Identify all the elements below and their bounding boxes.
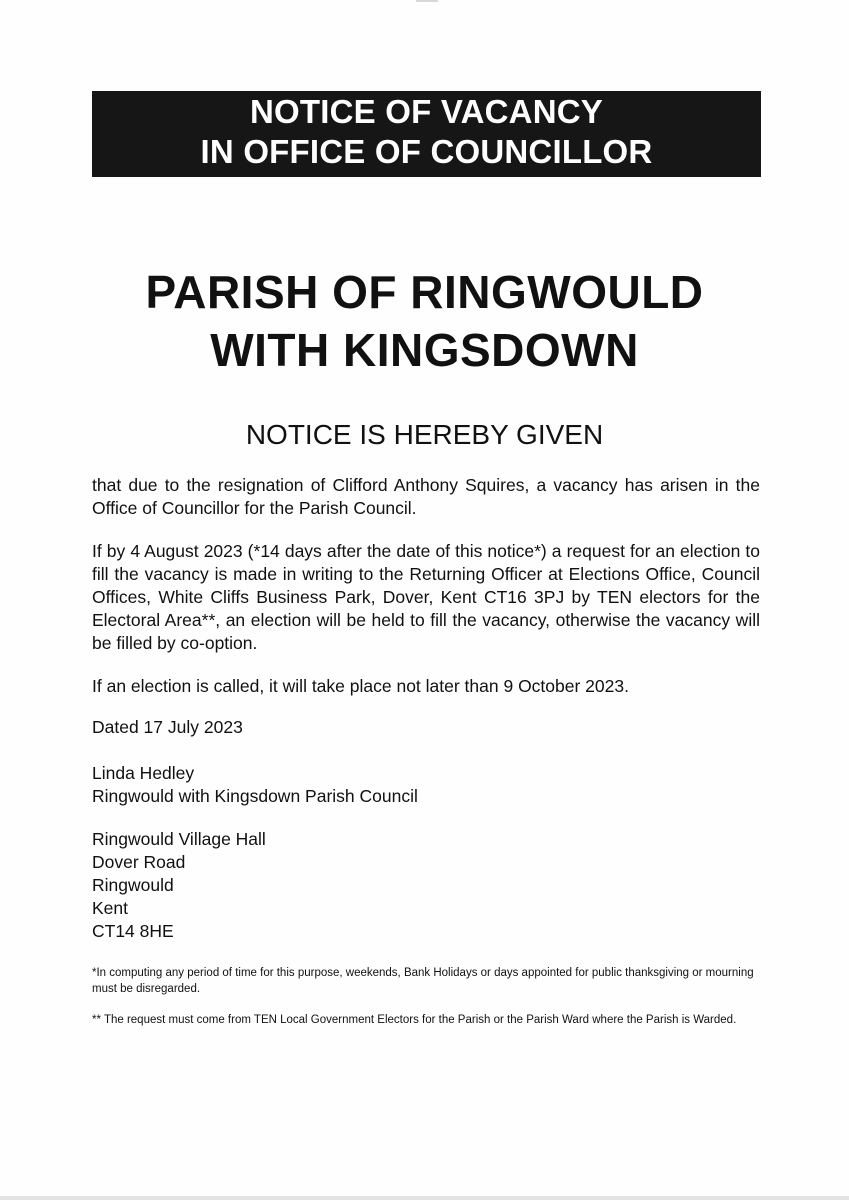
banner-title-line-2: IN OFFICE OF COUNCILLOR (200, 133, 653, 170)
notice-heading: NOTICE IS HEREBY GIVEN (245, 419, 604, 450)
election-date-paragraph: If an election is called, it will take place not later than 9 October 2023. (92, 676, 629, 696)
footnote-electors: ** The request must come from TEN Local Government Electors for the Parish or the Parish Ward where the Parish is Warded. (92, 1014, 737, 1026)
resignation-paragraph: that due to the resignation of Clifford Anthony Squires, a vacancy has arisen in the Office of Councillor for the Parish Council. (92, 475, 760, 518)
dated-line: Dated 17 July 2023 (92, 717, 243, 737)
address-block (92, 828, 760, 943)
scan-bottom-edge (0, 1196, 849, 1200)
signatory-organisation: Ringwould with Kingsdown Parish Council (92, 786, 418, 806)
address-line-3: Ringwould (92, 875, 174, 895)
address-line-5: CT14 8HE (92, 921, 174, 941)
scan-mark (416, 0, 438, 2)
election-request-paragraph: If by 4 August 2023 (*14 days after the date of this notice*) a request for an election to fill the vacancy is made in writing to the Returning Officer at Elections Office, Council Offices, White Cliffs Business Park, Dover, Kent CT16 3PJ by TEN electors for the Electoral Area**, an election will be held to fill the vacancy, otherwise the vacancy will be filled by co-option. (92, 541, 760, 653)
notice-banner (92, 91, 761, 177)
footnote-time-period: *In computing any period of time for this purpose, weekends, Bank Holidays or days appointed for public thanksgiving or mourning must be disregarded. (92, 967, 754, 995)
parish-title-line-2: WITH KINGSDOWN (210, 324, 639, 376)
signatory-name: Linda Hedley (92, 763, 195, 783)
banner-title-line-1: NOTICE OF VACANCY (250, 93, 603, 130)
address-line-4: Kent (92, 898, 128, 918)
address-line-1: Ringwould Village Hall (92, 829, 266, 849)
signatory-block (92, 762, 760, 808)
parish-title-line-1: PARISH OF RINGWOULD (145, 266, 704, 318)
address-line-2: Dover Road (92, 852, 186, 872)
